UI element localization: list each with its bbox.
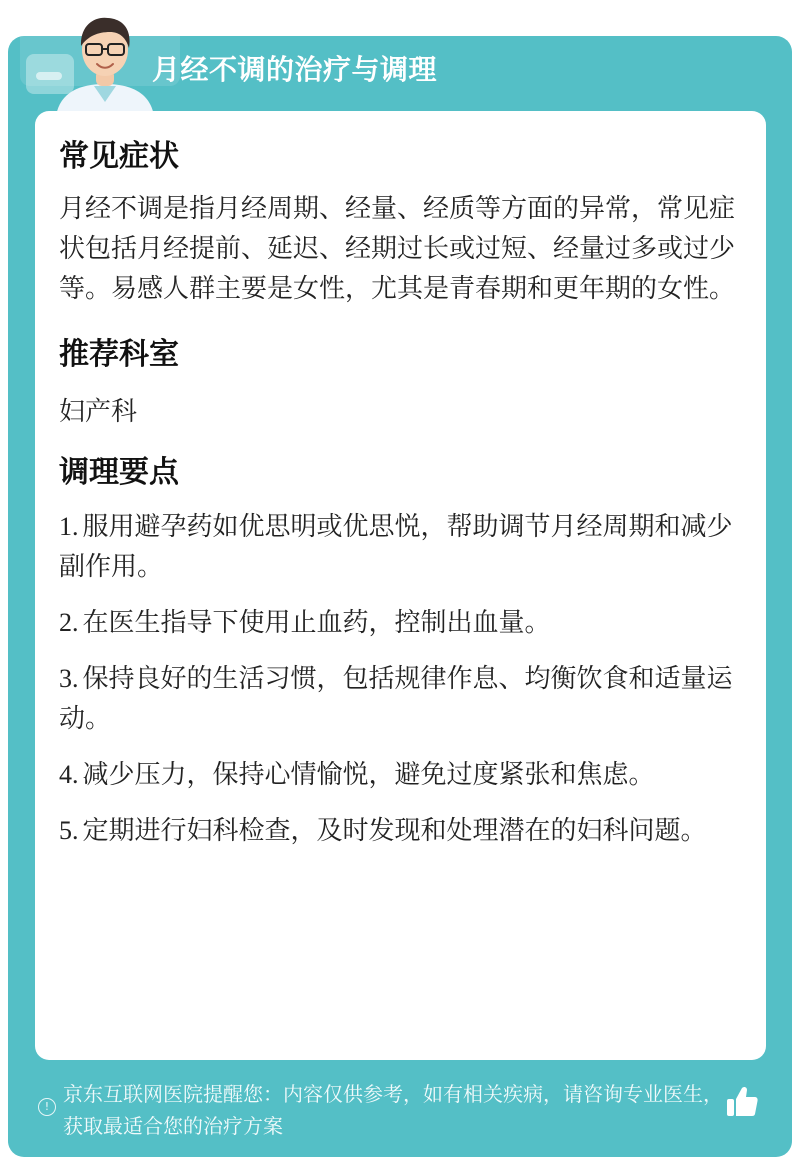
tip-number: 5. (59, 816, 79, 845)
tips-heading: 调理要点 (59, 455, 179, 490)
footer-disclaimer: 京东互联网医院提醒您：内容仅供参考，如有相关疾病，请咨询专业医生，获取最适合您的治疗方案 (63, 1082, 723, 1138)
page-title: 月经不调的治疗与调理 (152, 53, 438, 86)
department-heading: 推荐科室 (59, 337, 179, 372)
tip-item (59, 811, 743, 851)
tip-text: 在医生指导下使用止血药，控制出血量。 (82, 608, 551, 638)
thumbs-up-icon[interactable] (724, 1084, 760, 1120)
tip-text: 减少压力，保持心情愉悦，避免过度紧张和焦虑。 (82, 760, 655, 790)
department-text: 妇产科 (59, 397, 138, 427)
tip-number: 3. (59, 664, 79, 693)
tip-item (59, 603, 743, 643)
doctor-avatar-icon (50, 6, 160, 116)
info-card (35, 111, 766, 1060)
tip-text: 保持良好的生活习惯，包括规律作息、均衡饮食和适量运动。 (59, 664, 733, 734)
symptoms-text: 月经不调是指月经周期、经量、经质等方面的异常，常见症状包括月经提前、延迟、经期过长或过短、经量过多或过少等。易感人群主要是女性，尤其是青春期和更年期的女性。 (59, 194, 736, 304)
tip-text: 服用避孕药如优思明或优思悦，帮助调节月经周期和减少副作用。 (59, 512, 733, 582)
tip-item (59, 755, 743, 795)
tips-list (59, 507, 743, 851)
info-icon: ! (38, 1098, 56, 1116)
tip-number: 2. (59, 608, 79, 637)
card-content (59, 131, 743, 867)
symptoms-heading: 常见症状 (59, 139, 179, 174)
tip-text: 定期进行妇科检查，及时发现和处理潜在的妇科问题。 (82, 816, 707, 846)
tip-number: 1. (59, 512, 79, 541)
tip-item (59, 507, 743, 587)
tip-number: 4. (59, 760, 79, 789)
tip-item (59, 659, 743, 739)
